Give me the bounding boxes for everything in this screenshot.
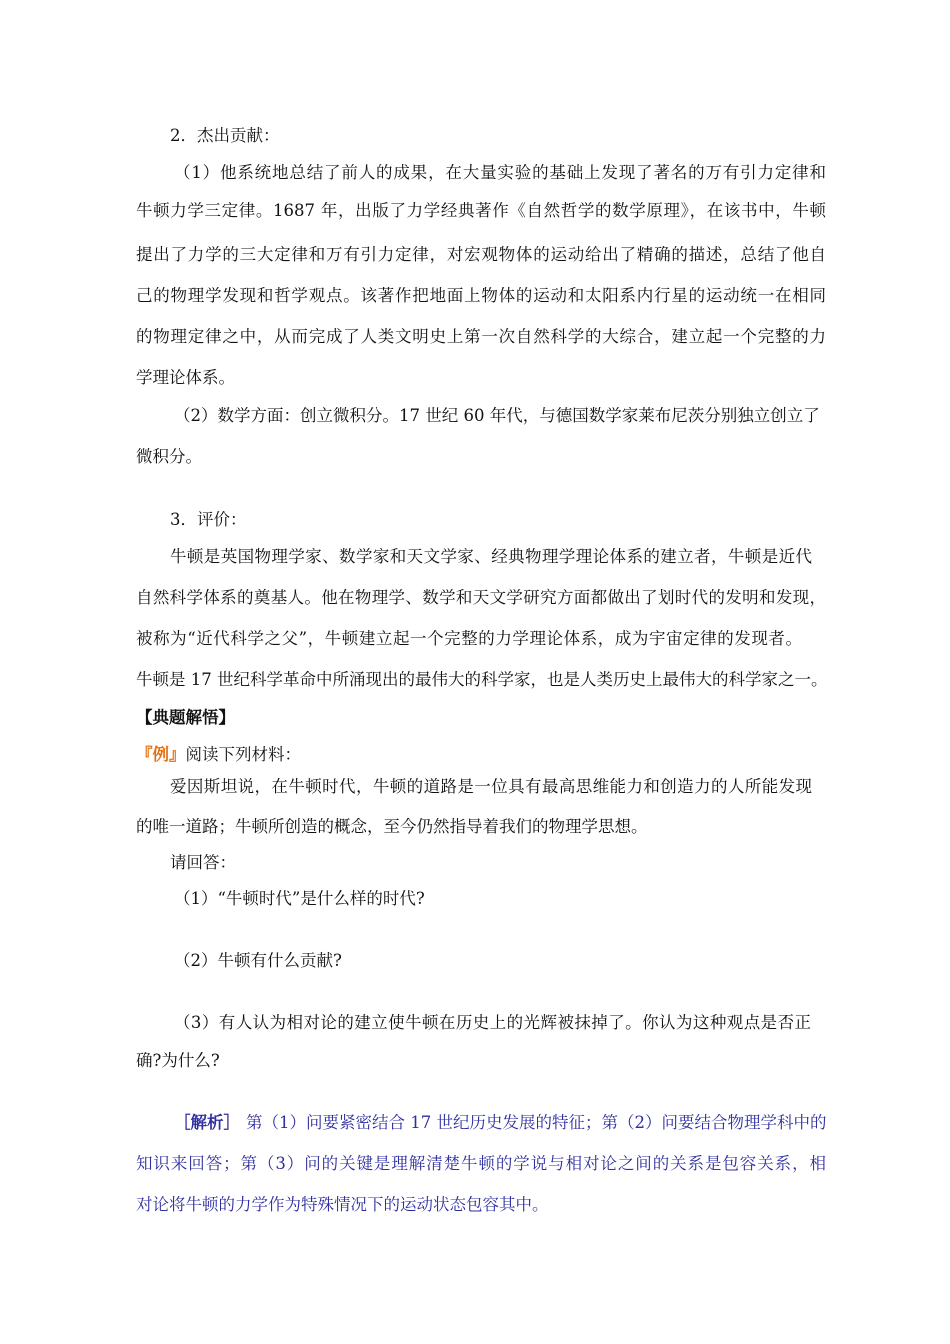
section-title: 【典题解悟】 [136,708,235,727]
sec3-p-line-4: 牛顿是 17 世纪科学革命中所涌现出的最伟大的科学家，也是人类历史上最伟大的科学家之一。 [136,670,828,689]
sec3-p-line-2: 自然科学体系的奠基人。他在物理学、数学和天文学研究方面都做出了划时代的发明和发现， [136,588,826,607]
example-tag: 『例』 [136,745,186,764]
sec2-p1-line-6: 学理论体系。 [136,368,235,387]
sec2-heading: 2．杰出贡献： [170,126,280,145]
example-line [136,744,826,766]
analysis-tag: ［解析］ [174,1113,240,1132]
sec2-p1-line-2: 牛顿力学三定律。1687 年，出版了力学经典著作《自然哲学的数学原理》，在该书中，牛顿 [136,201,826,220]
quote-line-2: 的唯一道路；牛顿所创造的概念，至今仍然指导着我们的物理学思想。 [136,817,648,836]
quote-line-1: 爱因斯坦说，在牛顿时代，牛顿的道路是一位具有最高思维能力和创造力的人所能发现 [170,777,812,796]
prompt: 请回答： [170,853,236,872]
sec2-p2-line-2: 微积分。 [136,447,202,466]
question-1: （1）“牛顿时代”是什么样的时代? [174,889,425,908]
analysis-line-3: 对论将牛顿的力学作为特殊情况下的运动状态包容其中。 [136,1195,549,1214]
question-3-line-1: （3）有人认为相对论的建立使牛顿在历史上的光辉被抹掉了。你认为这种观点是否正 [174,1013,811,1032]
analysis-line-2: 知识来回答；第（3）问的关键是理解清楚牛顿的学说与相对论之间的关系是包容关系，相 [136,1154,826,1173]
sec2-p2-line-1: （2）数学方面：创立微积分。17 世纪 60 年代，与德国数学家莱布尼茨分别独立创立了 [174,406,820,425]
example-intro: 阅读下列材料： [185,745,301,764]
question-2: （2）牛顿有什么贡献? [174,951,342,970]
sec3-p-line-1: 牛顿是英国物理学家、数学家和天文学家、经典物理学理论体系的建立者，牛顿是近代 [170,547,812,566]
sec2-p1-line-3: 提出了力学的三大定律和万有引力定律，对宏观物体的运动给出了精确的描述，总结了他自 [136,245,826,264]
question-3-line-2: 确?为什么? [136,1051,220,1070]
sec3-heading: 3．评价： [170,510,247,529]
sec2-p1-line-4: 己的物理学发现和哲学观点。该著作把地面上物体的运动和太阳系内行星的运动统一在相同 [136,286,826,305]
analysis-line-1 [174,1112,827,1134]
sec3-p-line-3: 被称为“近代科学之父”，牛顿建立起一个完整的力学理论体系，成为宇宙定律的发现者。 [136,629,802,648]
analysis-text-1: 第（1）问要紧密结合 17 世纪历史发展的特征；第（2）问要结合物理学科中的 [246,1113,827,1132]
sec2-p1-line-1: （1）他系统地总结了前人的成果，在大量实验的基础上发现了著名的万有引力定律和 [174,163,826,182]
sec2-p1-line-5: 的物理定律之中，从而完成了人类文明史上第一次自然科学的大综合，建立起一个完整的力 [136,327,826,346]
